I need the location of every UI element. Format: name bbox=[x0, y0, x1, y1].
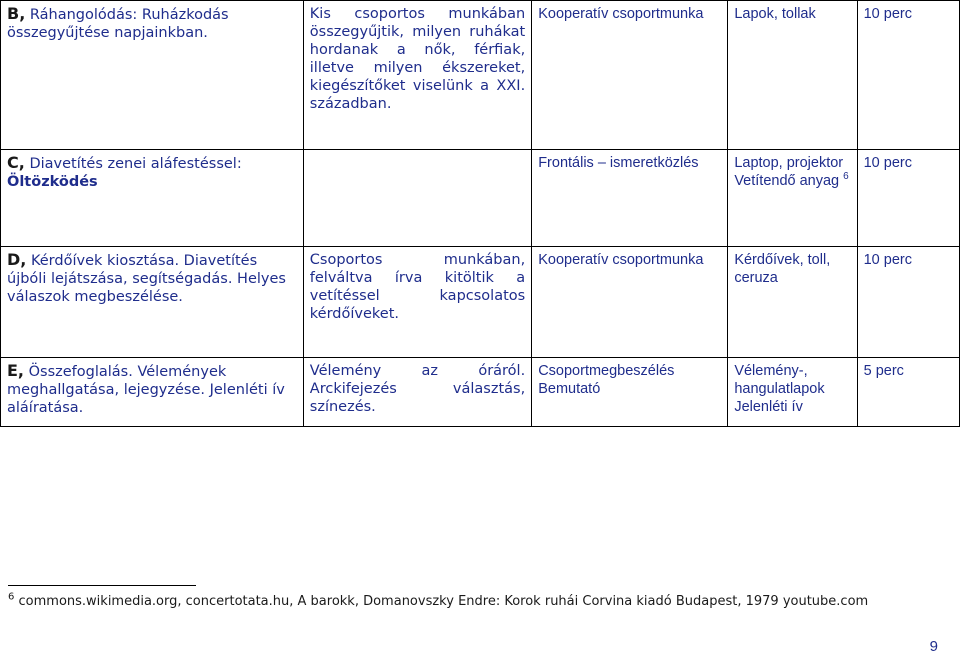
tools-text: Laptop, projektor Vetítendő anyag bbox=[734, 155, 844, 189]
phase-letter: B, bbox=[7, 4, 26, 23]
phase-bold-title: Öltözködés bbox=[7, 174, 98, 190]
phase-text: Ráhangolódás: Ruházkodás összegyűjtése napjainkban. bbox=[7, 7, 229, 41]
method-cell: Frontális – ismeretközlés bbox=[532, 150, 728, 247]
table-row bbox=[1, 358, 960, 427]
activity-cell: Kis csoportos munkában összegyűjtik, milyen ruhákat hordanak a nők, férfiak, illetve milyen ékszereket, kiegészítőket viselünk a XXI. században. bbox=[303, 1, 531, 150]
activity-cell: Csoportos munkában, felváltva írva kitöltik a vetítéssel kapcsolatos kérdőíveket. bbox=[303, 247, 531, 358]
phase-text: Kérdőívek kiosztása. Diavetítés újbóli lejátszása, segítségadás. Helyes válaszok megbeszélése. bbox=[7, 253, 286, 305]
tools-cell: Kérdőívek, toll, ceruza bbox=[728, 247, 857, 358]
phase-cell bbox=[1, 1, 304, 150]
phase-cell bbox=[1, 247, 304, 358]
page-number: 9 bbox=[929, 638, 938, 655]
method-cell: Kooperatív csoportmunka bbox=[532, 247, 728, 358]
method-cell: Kooperatív csoportmunka bbox=[532, 1, 728, 150]
footnote-ref: 6 bbox=[843, 171, 849, 183]
phase-letter: C, bbox=[7, 153, 25, 172]
phase-cell bbox=[1, 358, 304, 427]
footnote-text: commons.wikimedia.org, concertotata.hu, A barokk, Domanovszky Endre: Korok ruhái Corvina kiadó Budapest, 1979 youtube.com bbox=[18, 594, 869, 609]
phase-letter: D, bbox=[7, 250, 27, 269]
table-row bbox=[1, 247, 960, 358]
footnote-number: 6 bbox=[8, 591, 15, 603]
activity-cell bbox=[303, 150, 531, 247]
time-cell: 10 perc bbox=[857, 1, 959, 150]
footnote-divider bbox=[8, 585, 196, 586]
method-cell: Csoportmegbeszélés Bemutató bbox=[532, 358, 728, 427]
time-cell: 10 perc bbox=[857, 247, 959, 358]
tools-cell: Lapok, tollak bbox=[728, 1, 857, 150]
phase-letter: E, bbox=[7, 361, 25, 380]
tools-cell: Vélemény-, hangulatlapok Jelenléti ív bbox=[728, 358, 857, 427]
table-row bbox=[1, 1, 960, 150]
phase-text: Diavetítés zenei aláfestéssel: bbox=[29, 156, 242, 172]
time-cell: 10 perc bbox=[857, 150, 959, 247]
activity-cell: Vélemény az óráról. Arckifejezés választás, színezés. bbox=[303, 358, 531, 427]
phase-text: Összefoglalás. Vélemények meghallgatása, lejegyzése. Jelenléti ív aláíratása. bbox=[7, 364, 285, 416]
footnote bbox=[8, 593, 908, 610]
phase-cell bbox=[1, 150, 304, 247]
table-row bbox=[1, 150, 960, 247]
tools-cell bbox=[728, 150, 857, 247]
time-cell: 5 perc bbox=[857, 358, 959, 427]
